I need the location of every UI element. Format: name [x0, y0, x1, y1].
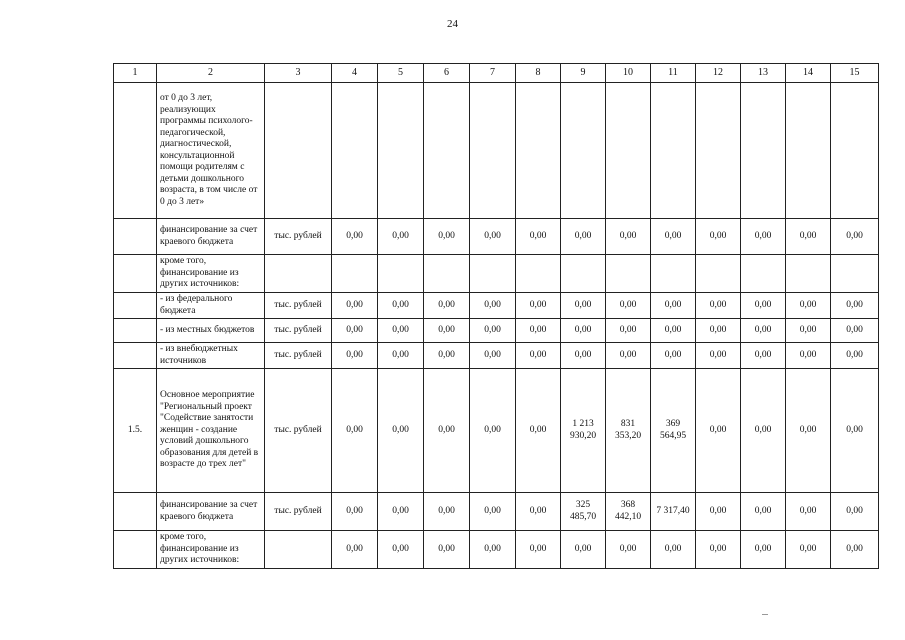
value-cell — [561, 255, 606, 293]
row-number-cell — [114, 293, 157, 319]
value-cell: 0,00 — [741, 219, 786, 255]
value-cell: 0,00 — [424, 319, 470, 343]
value-cell: 0,00 — [470, 369, 516, 493]
value-cell: 0,00 — [470, 219, 516, 255]
value-cell: 0,00 — [378, 369, 424, 493]
value-cell: 0,00 — [470, 493, 516, 531]
value-cell: 0,00 — [831, 343, 879, 369]
value-cell: 0,00 — [424, 343, 470, 369]
value-cell: 0,00 — [696, 219, 741, 255]
value-cell — [378, 255, 424, 293]
unit-cell: тыс. рублей — [265, 219, 332, 255]
value-cell: 0,00 — [741, 369, 786, 493]
column-header: 15 — [831, 64, 879, 83]
value-cell: 0,00 — [831, 531, 879, 569]
value-cell: 0,00 — [378, 531, 424, 569]
unit-cell: тыс. рублей — [265, 319, 332, 343]
value-cell: 0,00 — [561, 531, 606, 569]
value-cell: 0,00 — [651, 343, 696, 369]
row-number-cell — [114, 493, 157, 531]
row-name-cell: - из федерального бюджета — [157, 293, 265, 319]
value-cell: 0,00 — [332, 493, 378, 531]
column-header: 10 — [606, 64, 651, 83]
value-cell: 325 485,70 — [561, 493, 606, 531]
value-cell: 0,00 — [696, 493, 741, 531]
column-header: 4 — [332, 64, 378, 83]
value-cell: 0,00 — [606, 343, 651, 369]
value-cell: 0,00 — [516, 493, 561, 531]
value-cell — [606, 83, 651, 219]
unit-cell: тыс. рублей — [265, 493, 332, 531]
value-cell: 0,00 — [561, 219, 606, 255]
column-header: 13 — [741, 64, 786, 83]
column-header: 6 — [424, 64, 470, 83]
value-cell — [424, 83, 470, 219]
value-cell: 831 353,20 — [606, 369, 651, 493]
value-cell — [332, 83, 378, 219]
value-cell: 0,00 — [424, 293, 470, 319]
row-name-cell: от 0 до 3 лет, реализующих программы психолого-педагогической, диагностической, консультационной помощи родителям с детьми дошкольного возраста, в том числе от 0 до 3 лет» — [157, 83, 265, 219]
row-number-cell — [114, 531, 157, 569]
value-cell: 0,00 — [378, 293, 424, 319]
column-header: 3 — [265, 64, 332, 83]
value-cell: 0,00 — [470, 293, 516, 319]
value-cell — [516, 255, 561, 293]
table-row — [114, 255, 879, 293]
value-cell: 0,00 — [831, 293, 879, 319]
value-cell — [561, 83, 606, 219]
value-cell: 0,00 — [696, 319, 741, 343]
value-cell: 0,00 — [470, 531, 516, 569]
value-cell: 0,00 — [424, 369, 470, 493]
value-cell — [378, 83, 424, 219]
value-cell — [786, 255, 831, 293]
value-cell: 1 213 930,20 — [561, 369, 606, 493]
value-cell — [470, 255, 516, 293]
row-number-cell — [114, 319, 157, 343]
column-header: 11 — [651, 64, 696, 83]
value-cell — [696, 255, 741, 293]
unit-cell: тыс. рублей — [265, 343, 332, 369]
value-cell: 0,00 — [516, 531, 561, 569]
value-cell: 0,00 — [332, 369, 378, 493]
row-number-cell — [114, 83, 157, 219]
column-header: 9 — [561, 64, 606, 83]
value-cell: 0,00 — [651, 293, 696, 319]
column-header: 7 — [470, 64, 516, 83]
value-cell: 0,00 — [651, 219, 696, 255]
row-name-cell: финансирование за счет краевого бюджета — [157, 219, 265, 255]
value-cell: 0,00 — [332, 293, 378, 319]
row-name-cell: - из местных бюджетов — [157, 319, 265, 343]
unit-cell — [265, 255, 332, 293]
value-cell: 0,00 — [561, 319, 606, 343]
table-row — [114, 293, 879, 319]
value-cell: 0,00 — [516, 369, 561, 493]
value-cell — [696, 83, 741, 219]
value-cell — [786, 83, 831, 219]
table-row — [114, 343, 879, 369]
value-cell: 0,00 — [516, 293, 561, 319]
value-cell: 0,00 — [424, 219, 470, 255]
value-cell: 0,00 — [741, 493, 786, 531]
value-cell: 0,00 — [786, 493, 831, 531]
column-header: 12 — [696, 64, 741, 83]
value-cell: 368 442,10 — [606, 493, 651, 531]
table-row — [114, 493, 879, 531]
value-cell — [831, 83, 879, 219]
budget-table — [113, 63, 879, 569]
value-cell — [741, 255, 786, 293]
value-cell: 0,00 — [741, 531, 786, 569]
row-name-cell: финансирование за счет краевого бюджета — [157, 493, 265, 531]
unit-cell — [265, 531, 332, 569]
value-cell: 0,00 — [332, 219, 378, 255]
table-row — [114, 219, 879, 255]
table-row — [114, 531, 879, 569]
value-cell: 0,00 — [696, 531, 741, 569]
value-cell: 0,00 — [831, 493, 879, 531]
row-name-cell: Основное мероприятие "Региональный проект "Содействие занятости женщин - создание условий дошкольного образования для детей в возрасте до трех лет" — [157, 369, 265, 493]
value-cell — [470, 83, 516, 219]
value-cell: 0,00 — [470, 343, 516, 369]
column-header: 1 — [114, 64, 157, 83]
value-cell: 0,00 — [470, 319, 516, 343]
value-cell: 0,00 — [332, 531, 378, 569]
row-name-cell: кроме того, финансирование из других источников: — [157, 255, 265, 293]
value-cell — [606, 255, 651, 293]
value-cell: 0,00 — [786, 369, 831, 493]
value-cell: 0,00 — [516, 219, 561, 255]
page-number: 24 — [447, 18, 458, 30]
value-cell: 0,00 — [786, 319, 831, 343]
value-cell: 0,00 — [516, 319, 561, 343]
table-row — [114, 369, 879, 493]
value-cell: 0,00 — [651, 319, 696, 343]
unit-cell: тыс. рублей — [265, 369, 332, 493]
value-cell: 0,00 — [741, 319, 786, 343]
value-cell — [424, 255, 470, 293]
column-header: 8 — [516, 64, 561, 83]
value-cell: 0,00 — [424, 531, 470, 569]
value-cell: 0,00 — [831, 219, 879, 255]
value-cell — [741, 83, 786, 219]
value-cell: 0,00 — [741, 293, 786, 319]
value-cell: 0,00 — [516, 343, 561, 369]
value-cell: 0,00 — [741, 343, 786, 369]
table-row — [114, 319, 879, 343]
value-cell: 0,00 — [831, 319, 879, 343]
row-number-cell — [114, 255, 157, 293]
value-cell: 0,00 — [378, 343, 424, 369]
row-number-cell: 1.5. — [114, 369, 157, 493]
row-number-cell — [114, 343, 157, 369]
value-cell: 0,00 — [786, 219, 831, 255]
row-number-cell — [114, 219, 157, 255]
value-cell: 0,00 — [696, 369, 741, 493]
value-cell — [831, 255, 879, 293]
value-cell: 7 317,40 — [651, 493, 696, 531]
value-cell: 0,00 — [561, 293, 606, 319]
value-cell: 0,00 — [786, 343, 831, 369]
value-cell: 0,00 — [332, 343, 378, 369]
value-cell: 0,00 — [786, 531, 831, 569]
value-cell: 0,00 — [378, 493, 424, 531]
value-cell: 0,00 — [606, 293, 651, 319]
value-cell — [516, 83, 561, 219]
value-cell: 0,00 — [831, 369, 879, 493]
value-cell: 0,00 — [786, 293, 831, 319]
table-row — [114, 83, 879, 219]
value-cell: 0,00 — [606, 219, 651, 255]
value-cell — [651, 255, 696, 293]
header-row — [114, 64, 879, 83]
column-header: 5 — [378, 64, 424, 83]
scan-mark — [762, 614, 768, 615]
row-name-cell: - из внебюджетных источников — [157, 343, 265, 369]
unit-cell — [265, 83, 332, 219]
value-cell: 0,00 — [606, 319, 651, 343]
value-cell: 0,00 — [378, 219, 424, 255]
value-cell: 0,00 — [332, 319, 378, 343]
value-cell: 0,00 — [651, 531, 696, 569]
value-cell: 0,00 — [424, 493, 470, 531]
value-cell: 0,00 — [696, 293, 741, 319]
value-cell: 369 564,95 — [651, 369, 696, 493]
value-cell: 0,00 — [561, 343, 606, 369]
unit-cell: тыс. рублей — [265, 293, 332, 319]
column-header: 14 — [786, 64, 831, 83]
value-cell: 0,00 — [606, 531, 651, 569]
value-cell — [651, 83, 696, 219]
value-cell: 0,00 — [378, 319, 424, 343]
value-cell — [332, 255, 378, 293]
column-header: 2 — [157, 64, 265, 83]
value-cell: 0,00 — [696, 343, 741, 369]
row-name-cell: кроме того, финансирование из других источников: — [157, 531, 265, 569]
